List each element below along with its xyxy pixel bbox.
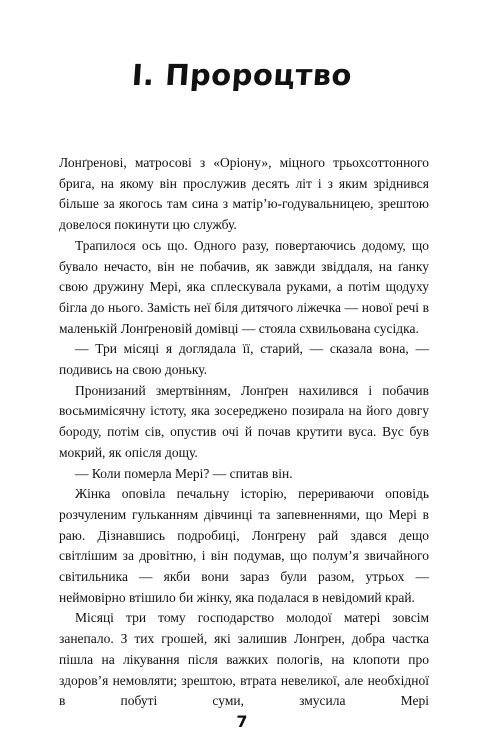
paragraph: — Три місяці я доглядала її, старий, — сказала вона, — подивись на свою доньку. <box>59 341 429 378</box>
paragraph: — Коли померла Мері? — спитав він. <box>75 465 293 481</box>
chapter-title: І. Пророцтво <box>130 58 354 92</box>
paragraph: Пронизаний змертвінням, Лонґрен нахилився і побачив восьмимісячну істоту, яка зосереджено позирала на його довгу бороду, потім сів, опустив очі й почав крутити вуса. Вус був мокрий, як опісля дощу. <box>59 382 429 460</box>
page-number: 7 <box>236 712 248 731</box>
paragraph: Жінка оповіла печальну історію, перериваючи оповідь розчуленим гульканням дівчинці та запевненнями, що Мері в раю. Дізнавшись подробиці, Лонґрену рай здався дещо світлішим за дровітню, і він подумав, що полум’я звичайного світильника — якби вони зараз були разом, утрьох — неймовірно втішило би жінку, яка подалася в невідомий край. <box>59 486 429 605</box>
paragraph: Місяці три тому господарство молодої матері зовсім занепало. З тих грошей, які залишив Лонґрен, добра частка пішла на лікування після важких пологів, на клопоти про здоров’я немовляти; зрештою, втрата невеликої, але необхідної в побуті суми, змусила Мері <box>59 610 429 709</box>
paragraph: Лонґренові, матросові з «Оріону», міцного трьохсоттонного брига, на якому він прослужив десять літ і з яким зріднився більше за якогось там сина з матір’ю-годувальницею, зрештою довелося покинути цю службу. <box>59 155 429 233</box>
paragraph: Трапилося ось що. Одного разу, повертаючись додому, що бувало нечасто, він не побачив, як завжди звіддаля, на ґанку свою дружину Мері, яка сплескувала руками, а потім щодуху бігла до нього. Замість неї біля дитячого ліжечка — нової речі в маленькій Лонґреновій домівці — стояла схвильована сусідка. <box>59 237 429 336</box>
body-text <box>59 153 429 712</box>
